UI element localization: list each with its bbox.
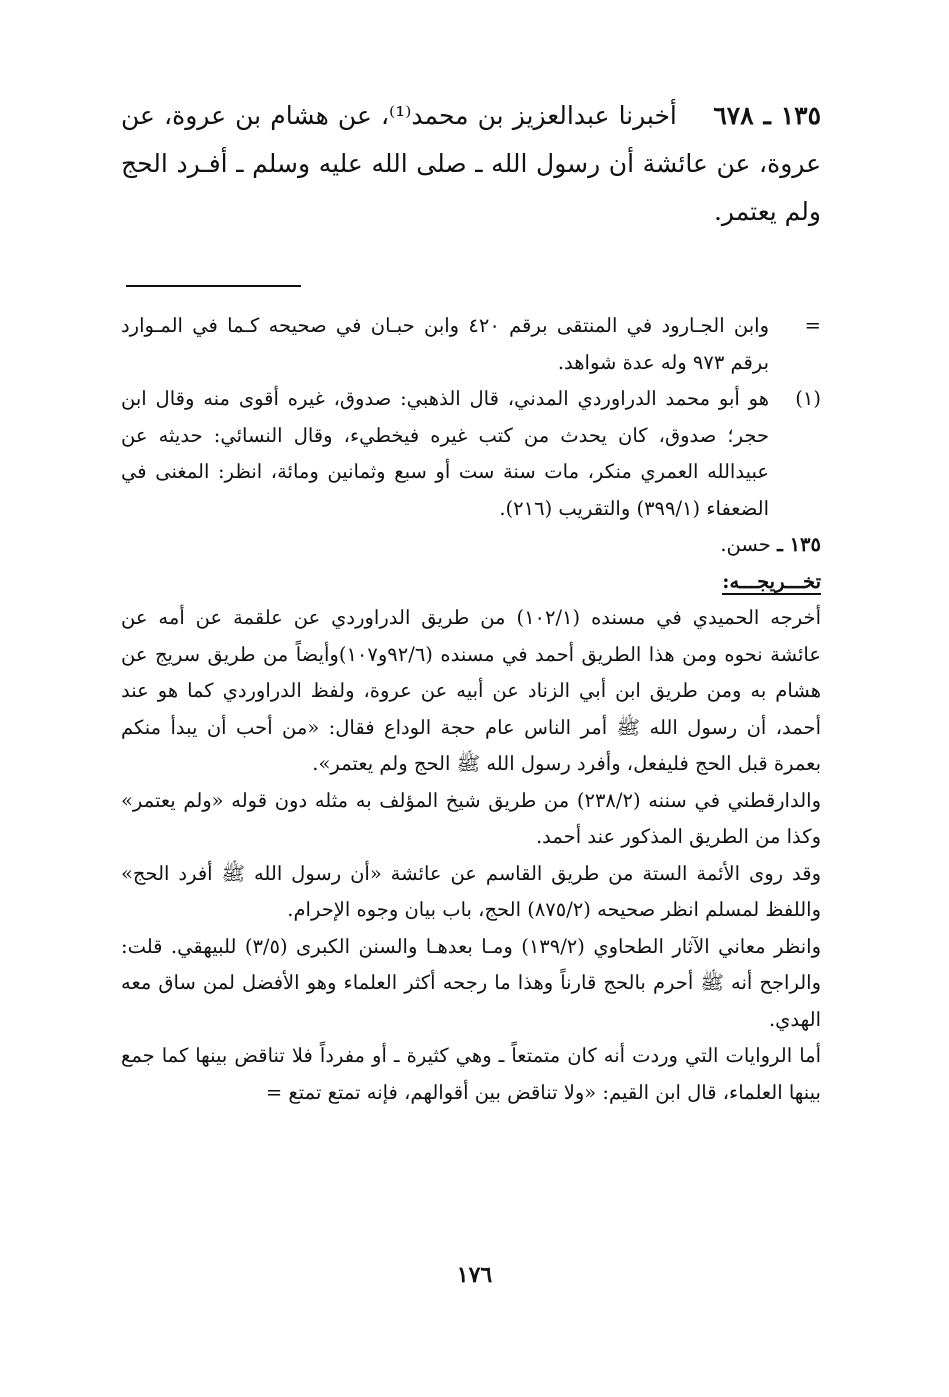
grading-number: ١٣٥ ـ	[777, 533, 821, 556]
takhrij-paragraph-1: أخرجه الحميدي في مسنده (١٠٢/١) من طريق الدراوردي عن علقمة عن أمه عن عائشة نحوه ومن هذا الطريق أحمد في مسنده (٩٢/٦و١٠٧)وأيضاً من طريق سريج عن هشام به ومن طريق ابن أبي الزناد عن أبيه عن عروة، ولفظ الدراوردي كما هو عند أحمد، أن رسول الله ﷺ أمر الناس عام حجة الوداع فقال: «من أحب أن يبدأ منكم بعمرة قبل الحج فليفعل، وأفرد رسول الله ﷺ الحج ولم يعتمر».	[121, 606, 822, 775]
grading-text: حسن.	[720, 533, 771, 556]
entry-number: ١٣٥ ـ ٦٧٨	[713, 101, 822, 130]
notes-section	[121, 308, 821, 1111]
takhrij-heading: تخـــريجـــه:	[722, 569, 821, 593]
hadith-text: أخبرنا عبدالعزيز بن محمد⁽¹⁾، عن هشام بن عروة، عن عروة، عن عائشة أن رسول الله ـ صلى الله عليه وسلم ـ أفـرد الحج ولم يعتمر.	[121, 101, 821, 226]
footnote-mark: (١)	[795, 387, 821, 410]
footnote-1	[121, 381, 821, 527]
hadith-entry	[121, 92, 821, 236]
footnote-divider	[126, 285, 301, 287]
takhrij-paragraph-2: والدارقطني في سننه (٢٣٨/٢) من طريق شيخ المؤلف به مثله دون قوله «ولم يعتمر» وكذا من الطريق المذكور عند أحمد.	[121, 788, 821, 848]
grading-line	[121, 527, 821, 564]
hadith-paragraph	[121, 92, 821, 236]
footnote-text: وابن الجـارود في المنتقى برقم ٤٢٠ وابن حبـان في صحيحه كـما في المـوارد برقم ٩٧٣ وله عدة شواهد.	[121, 314, 770, 374]
page-number: ١٧٦	[456, 1262, 493, 1288]
footnote-mark: =	[804, 314, 821, 337]
takhrij-paragraph-4: وانظر معاني الآثار الطحاوي (١٣٩/٢) ومـا بعدهـا والسنن الكبرى (٣/٥) للبيهقي. قلت: والراجح أنه ﷺ أحرم بالحج قارناً وهذا ما رجحه أكثر العلماء وهو الأفضل لمن ساق معه الهدي.	[121, 934, 821, 1031]
footnote-text: هو أبو محمد الدراوردي المدني، قال الذهبي: صدوق، غيره أقوى منه وقال ابن حجر؛ صدوق، كان يحدث من كتب غيره فيخطيء، وقال النسائي: حديثه عن عبيدالله العمري منكر، مات سنة ست أو سبع وثمانين ومائة، انظر: المغنى في الضعفاء (٣٩٩/١) والتقريب (٢١٦).	[121, 387, 769, 520]
footnote-continuation	[121, 308, 821, 381]
takhrij-paragraph-3: وقد روى الأئمة الستة من طريق القاسم عن عائشة «أن رسول الله ﷺ أفرد الحج» واللفظ لمسلم انظر صحيحه (٨٧٥/٢) الحج، باب بيان وجوه الإحرام.	[121, 861, 821, 921]
takhrij-paragraph-5: أما الروايات التي وردت أنه كان متمتعاً ـ وهي كثيرة ـ أو مفرداً فلا تناقض بينها كما جمع بينها العلماء، قال ابن القيم: «ولا تناقض بين أقوالهم، فإنه تمتع تمتع =	[121, 1044, 821, 1104]
